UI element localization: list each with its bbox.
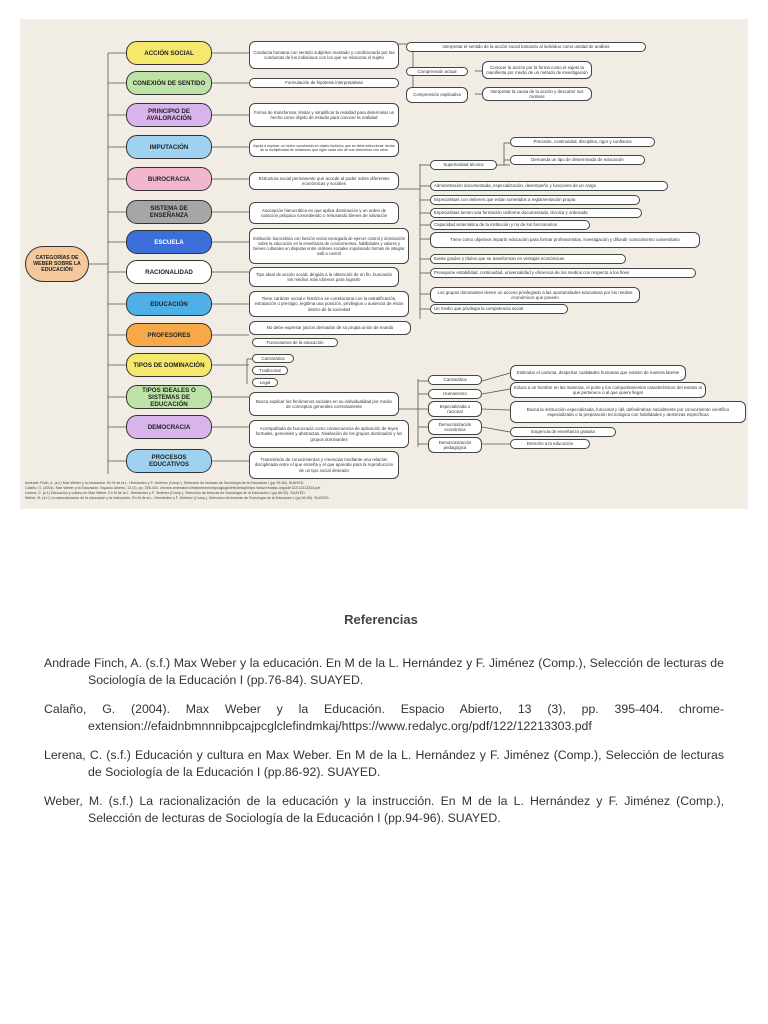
- category-6: ESCUELA: [126, 230, 212, 254]
- tipo-especializada: Especializada o racional: [428, 401, 482, 417]
- educacion-item-1: Los grupos dominantes tienen un acceso privilegiado a las oportunidades educativas por los medios económicos que poseen: [430, 287, 640, 303]
- comprension-actual: Comprensión actual: [406, 67, 468, 76]
- category-4: BUROCRACIA: [126, 167, 212, 191]
- def-profesores-2: Funcionarios de la educación: [252, 338, 338, 347]
- references-section: [44, 612, 724, 839]
- superioridad-tecnica: Superioridad técnica: [430, 160, 497, 170]
- escuela-item-1: Tiene como objetivos impartir educación para formar profesionistas, investigación y difundir conocimiento universitario: [430, 232, 700, 248]
- tipo-especializada-desc: Busca la instrucción especializada, funcional y útil, definiéndose socialmente por conocimiento científico especializado o la preparación tecnológica con habilidades y destrezas específicas: [510, 401, 746, 423]
- dominacion-carismatica: Carismática: [252, 354, 294, 363]
- category-2: PRINCIPIO DE AVALORACIÓN: [126, 103, 212, 127]
- tipo-humanismo: Humanismo: [428, 389, 482, 399]
- def-sistema: Asociación hierocrática en que aplica dominación y un orden de coacción psíquica concediendo o rehusando bienes de salvación: [249, 202, 399, 224]
- comprension-explicativa-desc: Interpretar la causa de la acción y descubrir sus motivos: [482, 87, 592, 101]
- def-tipos-ideales: Busca explicar los fenómenos sociales en su individualidad por medio de conceptos generales correctamente: [249, 392, 399, 416]
- category-13: PROCESOS EDUCATIVOS: [126, 449, 212, 473]
- category-7: RACIONALIDAD: [126, 260, 212, 284]
- demo-pedagogica-desc: Derecho a la educación: [510, 439, 590, 449]
- def-profesores: No debe expresar juicios derivados de su propia unión de mundo: [249, 321, 411, 335]
- category-12: DEMOCRACIA: [126, 415, 212, 439]
- def-procesos: Transmisión de conocimientos y creencias mediante una relación disciplinada entre el que enseña y el que aprende para la reproducción de un tipo social deseado: [249, 451, 399, 479]
- dominacion-legal: Legal: [252, 378, 278, 387]
- def-escuela: Institución burocrática con función social encargada de ejercer control y dominación sobre la educación en la enseñanza de conocimientos, habilidades y valores y bienes culturales en disputas entre ordenes sociales impulsando formas de integrar estil a control: [249, 228, 409, 264]
- def-principio: Forma de transformar, limitar y simplificar la realidad para determinar un hecho como objeto de estudio para conocer la realidad: [249, 103, 399, 127]
- category-5: SISTEMA DE ENSEÑANZA: [126, 200, 212, 224]
- concept-map: [20, 19, 748, 509]
- def-educacion: Tiene carácter social e histórico se correlaciona con la estratificación, estratación o prestigio, legitima una posición, privilegios o ausencia de éstos dentro de la sociedad: [249, 291, 409, 317]
- demo-economica-desc: Exigencia de enseñanza gratuita: [510, 427, 616, 437]
- map-sources: [25, 481, 745, 501]
- reference-item: Weber, M. (s.f.) La racionalización de la educación y la instrucción. En M de la L. Hernández y F. Jiménez (Comp.), Selección de lecturas de Sociología de la Educación I (pp.94-96). SUAYED.: [44, 794, 724, 825]
- category-8: EDUCACIÓN: [126, 292, 212, 316]
- burocracia-item-2: Especialistas con deberes que están sometidos a reglamentación propia: [430, 195, 640, 205]
- category-10: TIPOS DE DOMINACIÓN: [126, 353, 212, 377]
- category-0: ACCIÓN SOCIAL: [126, 41, 212, 65]
- map-source: Andrade Finch, A. (s.f.) Max Weber y la educación. En M de la L. Hernández y F. Jiménez (Comp.), Selección de lecturas de Sociología de la Educación I (pp.76-84). SUAYED.: [25, 481, 305, 485]
- tipo-carismatica-desc: Estimular el carisma, despertar cualidades humanas que existen de manera latente: [510, 365, 686, 381]
- def-racionalidad: Tipo ideal de acción social, dirigida a la obtención de un fin, buscando los medios más idóneos para lograrlo: [249, 267, 399, 287]
- burocracia-item-1: Administración documentada, especialización, desempeño y funciones de un cargo: [430, 181, 668, 191]
- burocracia-item-4: Capacidad sistemática de la institución y no de los funcionarios: [430, 220, 590, 230]
- reference-item: Lerena, C. (s.f.) Educación y cultura en Max Weber. En M de la L. Hernández y F. Jiménez (Comp.), Selección de lecturas de Sociología de la Educación I (pp.86-92). SUAYED.: [44, 748, 724, 779]
- racionalidad-item: Presupone estabilidad, continuidad, universalidad y eficiencia de los medios con respecto a los fines: [430, 268, 696, 278]
- reference-item: Andrade Finch, A. (s.f.) Max Weber y la educación. En M de la L. Hernández y F. Jiménez (Comp.), Selección de lecturas de Sociología de la Educación I (pp.76-84). SUAYED.: [44, 656, 724, 687]
- category-11: TIPOS IDEALES O SISTEMAS DE EDUCACIÓN: [126, 385, 212, 409]
- reference-item: Calaño, G. (2004). Max Weber y la Educación. Espacio Abierto, 13 (3), pp. 395-404. chrome-extension://efaidnbmnnnibpcajpcglclefindmkaj/https://www.redalyc.org/pdf/122/12213303.pdf: [44, 702, 724, 733]
- category-9: PROFESORES: [126, 323, 212, 347]
- dominacion-tradicional: Tradicional: [252, 366, 288, 375]
- tipo-carismatica: Carismática: [428, 375, 482, 385]
- def-democracia: Acompañada de burocracia como consecuencia de aplicación de leyes formales, generales y abstractas. Nivelación de los grupos dominados y los grupos dominantes: [249, 420, 409, 448]
- map-source: Weber, M. (s.f.) La racionalización de la educación y la instrucción. En M de la L. Hernández y F. Jiménez (Comp.), Selección de lecturas de Sociología de la Educación I (pp.94-96). SUAYED.: [25, 496, 330, 500]
- map-source: Lerena, C. (s.f.) Educación y cultura en Max Weber. En M de la L. Hernández y F. Jiménez (Comp.), Selección de lecturas de Sociología de la Educación I (pp.86-92). SUAYED.: [25, 491, 306, 495]
- tipo-humanismo-desc: Educa a un hombre en las maneras, el porte y los comportamientos característicos del estrato al que pertenece o al que quiere llegar: [510, 382, 706, 398]
- def-accion-social: Conducta humana con sentido subjetivo mentado y condicionado por las conductas de los individuos con los que se relaciona el sujeto: [249, 41, 399, 69]
- def-burocracia: Estructura social permanente que accede al poder sobre diferentes económicas y sociales: [249, 172, 399, 190]
- category-1: CONEXIÓN DE SENTIDO: [126, 71, 212, 95]
- category-3: IMPUTACIÓN: [126, 135, 212, 159]
- map-root: CATEGORÍAS DE WEBER SOBRE LA EDUCACIÓN: [25, 246, 89, 282]
- superioridad-item-2: Demanda un tipo de determinada de educación: [510, 155, 645, 165]
- escuela-item-2: Existe grados y títulos que se transforman en ventajas económicas: [430, 254, 626, 264]
- def-conexion-sentido: Formulación de hipótesis interpretativas: [249, 78, 399, 88]
- map-source: Calaño, G. (2004). Max Weber y la Educación. Espacio Abierto, 13 (3), pp. 395-404. chrome-extension://efaidnbmnnnibpcajpcglclefindmkaj/https://www.redalyc.org/pdf/122/12213303.pdf: [25, 486, 321, 490]
- comprension-actual-desc: Conocer la acción por la forma como el sujeto la manifiesta por medio de un método de investigación: [482, 61, 592, 79]
- comprension-explicativa: Comprensión explicativa: [406, 87, 468, 103]
- demo-pedagogica: Democratización pedagógica: [428, 437, 482, 453]
- demo-economica: Democratización económica: [428, 419, 482, 435]
- references-heading: Referencias: [344, 612, 418, 627]
- educacion-item-2: Un medio que privilegia la competencia social: [430, 304, 568, 314]
- interpretar-sentido: Interpretar el sentido de la acción social tomando al individuo como unidad de análisis: [406, 42, 646, 52]
- superioridad-item-1: Precisión, continuidad, disciplina, rigor y confianza: [510, 137, 655, 147]
- def-imputacion: Ayuda a explicar un hecho constituido en objeto histórico que se debe seleccionar dentro de la multiplicidad de relaciones que rigen cada uno de sus elementos con otros: [249, 139, 399, 157]
- burocracia-item-3: Especialistas tienen una formación uniforme documentada, técnica y ordenada: [430, 208, 642, 218]
